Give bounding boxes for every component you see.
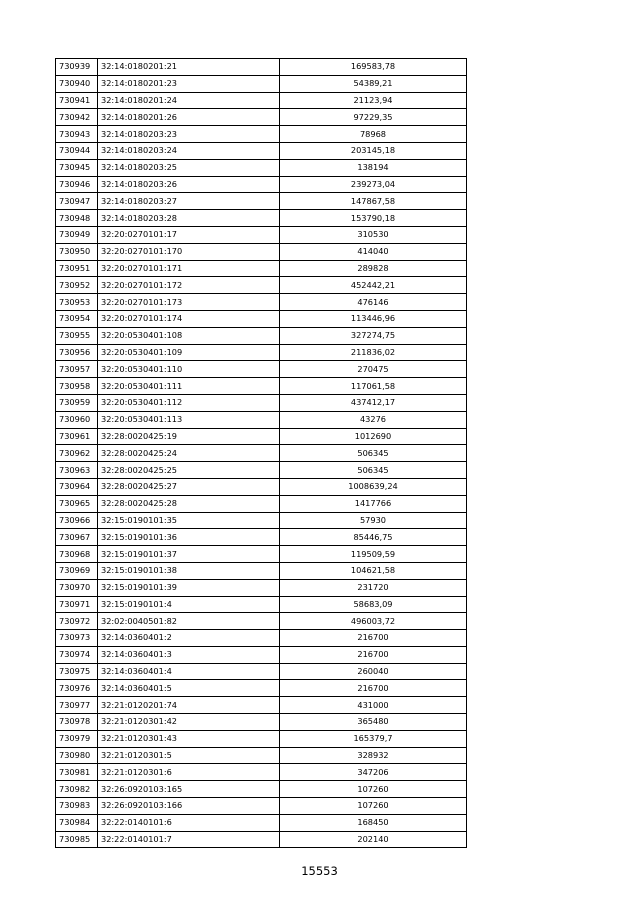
value-cell: 506345: [280, 445, 467, 462]
cadastral-number-cell: 32:20:0270101:170: [98, 243, 280, 260]
table-body: [56, 59, 467, 848]
table-row: [56, 59, 467, 76]
cadastral-number-cell: 32:20:0530401:109: [98, 344, 280, 361]
cadastral-number-cell: 32:15:0190101:38: [98, 562, 280, 579]
cadastral-number-cell: 32:15:0190101:39: [98, 579, 280, 596]
table-row: [56, 613, 467, 630]
cadastral-number-cell: 32:14:0360401:3: [98, 646, 280, 663]
value-cell: 57930: [280, 512, 467, 529]
table-row: [56, 630, 467, 647]
table-row: [56, 714, 467, 731]
row-id-cell: 730954: [56, 310, 98, 327]
value-cell: 168450: [280, 814, 467, 831]
table-row: [56, 327, 467, 344]
table-row: [56, 814, 467, 831]
row-id-cell: 730968: [56, 546, 98, 563]
value-cell: 117061,58: [280, 378, 467, 395]
cadastral-number-cell: 32:28:0020425:27: [98, 478, 280, 495]
value-cell: 147867,58: [280, 193, 467, 210]
cadastral-number-cell: 32:20:0530401:112: [98, 394, 280, 411]
value-cell: 21123,94: [280, 92, 467, 109]
value-cell: 327274,75: [280, 327, 467, 344]
value-cell: 1012690: [280, 428, 467, 445]
value-cell: 476146: [280, 294, 467, 311]
table-row: [56, 378, 467, 395]
table-row: [56, 529, 467, 546]
table-row: [56, 478, 467, 495]
cadastral-number-cell: 32:14:0180201:23: [98, 75, 280, 92]
table-row: [56, 109, 467, 126]
cadastral-number-cell: 32:22:0140101:6: [98, 814, 280, 831]
row-id-cell: 730963: [56, 462, 98, 479]
cadastral-number-cell: 32:02:0040501:82: [98, 613, 280, 630]
table-row: [56, 781, 467, 798]
row-id-cell: 730940: [56, 75, 98, 92]
value-cell: 506345: [280, 462, 467, 479]
table-row: [56, 546, 467, 563]
row-id-cell: 730953: [56, 294, 98, 311]
value-cell: 113446,96: [280, 310, 467, 327]
cadastral-number-cell: 32:21:0120201:74: [98, 697, 280, 714]
value-cell: 78968: [280, 126, 467, 143]
row-id-cell: 730949: [56, 226, 98, 243]
value-cell: 58683,09: [280, 596, 467, 613]
value-cell: 165379,7: [280, 730, 467, 747]
cadastral-number-cell: 32:20:0270101:172: [98, 277, 280, 294]
cadastral-number-cell: 32:20:0270101:173: [98, 294, 280, 311]
cadastral-number-cell: 32:28:0020425:24: [98, 445, 280, 462]
cadastral-number-cell: 32:14:0180203:24: [98, 142, 280, 159]
row-id-cell: 730977: [56, 697, 98, 714]
cadastral-number-cell: 32:20:0530401:113: [98, 411, 280, 428]
row-id-cell: 730974: [56, 646, 98, 663]
value-cell: 119509,59: [280, 546, 467, 563]
cadastral-number-cell: 32:21:0120301:6: [98, 764, 280, 781]
cadastral-number-cell: 32:15:0190101:37: [98, 546, 280, 563]
row-id-cell: 730972: [56, 613, 98, 630]
cadastral-number-cell: 32:14:0360401:5: [98, 680, 280, 697]
value-cell: 365480: [280, 714, 467, 731]
table-row: [56, 831, 467, 848]
table-row: [56, 210, 467, 227]
table-row: [56, 562, 467, 579]
value-cell: 437412,17: [280, 394, 467, 411]
row-id-cell: 730959: [56, 394, 98, 411]
table-row: [56, 260, 467, 277]
value-cell: 107260: [280, 781, 467, 798]
row-id-cell: 730962: [56, 445, 98, 462]
table-row: [56, 646, 467, 663]
row-id-cell: 730970: [56, 579, 98, 596]
table-row: [56, 193, 467, 210]
row-id-cell: 730939: [56, 59, 98, 76]
row-id-cell: 730951: [56, 260, 98, 277]
row-id-cell: 730956: [56, 344, 98, 361]
table-row: [56, 680, 467, 697]
value-cell: 107260: [280, 798, 467, 815]
cadastral-number-cell: 32:26:0920103:165: [98, 781, 280, 798]
table-row: [56, 747, 467, 764]
table-row: [56, 596, 467, 613]
cadastral-number-cell: 32:26:0920103:166: [98, 798, 280, 815]
cadastral-number-cell: 32:14:0360401:2: [98, 630, 280, 647]
value-cell: 328932: [280, 747, 467, 764]
row-id-cell: 730985: [56, 831, 98, 848]
row-id-cell: 730961: [56, 428, 98, 445]
row-id-cell: 730941: [56, 92, 98, 109]
value-cell: 310530: [280, 226, 467, 243]
table-row: [56, 411, 467, 428]
table-row: [56, 142, 467, 159]
value-cell: 431000: [280, 697, 467, 714]
cadastral-number-cell: 32:14:0180203:25: [98, 159, 280, 176]
value-cell: 216700: [280, 646, 467, 663]
row-id-cell: 730979: [56, 730, 98, 747]
value-cell: 138194: [280, 159, 467, 176]
row-id-cell: 730965: [56, 495, 98, 512]
value-cell: 169583,78: [280, 59, 467, 76]
table-row: [56, 730, 467, 747]
row-id-cell: 730982: [56, 781, 98, 798]
value-cell: 496003,72: [280, 613, 467, 630]
value-cell: 452442,21: [280, 277, 467, 294]
row-id-cell: 730942: [56, 109, 98, 126]
cadastral-number-cell: 32:14:0180203:28: [98, 210, 280, 227]
table-row: [56, 495, 467, 512]
table-row: [56, 798, 467, 815]
row-id-cell: 730984: [56, 814, 98, 831]
table-row: [56, 126, 467, 143]
value-cell: 270475: [280, 361, 467, 378]
cadastral-number-cell: 32:15:0190101:4: [98, 596, 280, 613]
row-id-cell: 730960: [56, 411, 98, 428]
value-cell: 97229,35: [280, 109, 467, 126]
cadastral-number-cell: 32:14:0180203:26: [98, 176, 280, 193]
row-id-cell: 730946: [56, 176, 98, 193]
cadastral-number-cell: 32:21:0120301:42: [98, 714, 280, 731]
cadastral-number-cell: 32:28:0020425:25: [98, 462, 280, 479]
row-id-cell: 730964: [56, 478, 98, 495]
cadastral-number-cell: 32:22:0140101:7: [98, 831, 280, 848]
table-row: [56, 344, 467, 361]
row-id-cell: 730952: [56, 277, 98, 294]
row-id-cell: 730971: [56, 596, 98, 613]
row-id-cell: 730978: [56, 714, 98, 731]
table-row: [56, 159, 467, 176]
row-id-cell: 730966: [56, 512, 98, 529]
row-id-cell: 730967: [56, 529, 98, 546]
page-number: 15553: [301, 864, 338, 878]
value-cell: 1417766: [280, 495, 467, 512]
value-cell: 43276: [280, 411, 467, 428]
value-cell: 104621,58: [280, 562, 467, 579]
cadastral-number-cell: 32:15:0190101:35: [98, 512, 280, 529]
row-id-cell: 730976: [56, 680, 98, 697]
table-row: [56, 226, 467, 243]
row-id-cell: 730945: [56, 159, 98, 176]
table-row: [56, 428, 467, 445]
cadastral-number-cell: 32:20:0270101:171: [98, 260, 280, 277]
table-row: [56, 764, 467, 781]
cadastral-value-table: [55, 58, 467, 848]
value-cell: 231720: [280, 579, 467, 596]
cadastral-number-cell: 32:14:0180201:21: [98, 59, 280, 76]
cadastral-number-cell: 32:28:0020425:19: [98, 428, 280, 445]
row-id-cell: 730948: [56, 210, 98, 227]
cadastral-number-cell: 32:20:0530401:111: [98, 378, 280, 395]
table-row: [56, 92, 467, 109]
cadastral-number-cell: 32:20:0530401:110: [98, 361, 280, 378]
row-id-cell: 730947: [56, 193, 98, 210]
table-row: [56, 697, 467, 714]
table-row: [56, 310, 467, 327]
table-row: [56, 663, 467, 680]
table-row: [56, 294, 467, 311]
cadastral-number-cell: 32:14:0180203:27: [98, 193, 280, 210]
row-id-cell: 730955: [56, 327, 98, 344]
row-id-cell: 730950: [56, 243, 98, 260]
table-row: [56, 462, 467, 479]
table-row: [56, 277, 467, 294]
value-cell: 347206: [280, 764, 467, 781]
table-row: [56, 579, 467, 596]
row-id-cell: 730944: [56, 142, 98, 159]
table-row: [56, 445, 467, 462]
cadastral-number-cell: 32:14:0180201:26: [98, 109, 280, 126]
cadastral-number-cell: 32:21:0120301:5: [98, 747, 280, 764]
row-id-cell: 730958: [56, 378, 98, 395]
cadastral-number-cell: 32:20:0270101:174: [98, 310, 280, 327]
value-cell: 239273,04: [280, 176, 467, 193]
table-row: [56, 243, 467, 260]
value-cell: 85446,75: [280, 529, 467, 546]
cadastral-number-cell: 32:20:0270101:17: [98, 226, 280, 243]
value-cell: 216700: [280, 680, 467, 697]
cadastral-number-cell: 32:21:0120301:43: [98, 730, 280, 747]
cadastral-number-cell: 32:14:0360401:4: [98, 663, 280, 680]
value-cell: 153790,18: [280, 210, 467, 227]
value-cell: 414040: [280, 243, 467, 260]
row-id-cell: 730957: [56, 361, 98, 378]
row-id-cell: 730983: [56, 798, 98, 815]
row-id-cell: 730980: [56, 747, 98, 764]
value-cell: 202140: [280, 831, 467, 848]
cadastral-number-cell: 32:15:0190101:36: [98, 529, 280, 546]
cadastral-number-cell: 32:20:0530401:108: [98, 327, 280, 344]
value-cell: 54389,21: [280, 75, 467, 92]
table-row: [56, 75, 467, 92]
table-row: [56, 394, 467, 411]
row-id-cell: 730981: [56, 764, 98, 781]
value-cell: 260040: [280, 663, 467, 680]
cadastral-number-cell: 32:14:0180203:23: [98, 126, 280, 143]
row-id-cell: 730969: [56, 562, 98, 579]
cadastral-number-cell: 32:14:0180201:24: [98, 92, 280, 109]
value-cell: 211836,02: [280, 344, 467, 361]
row-id-cell: 730975: [56, 663, 98, 680]
value-cell: 203145,18: [280, 142, 467, 159]
value-cell: 289828: [280, 260, 467, 277]
value-cell: 216700: [280, 630, 467, 647]
table-row: [56, 512, 467, 529]
value-cell: 1008639,24: [280, 478, 467, 495]
table-row: [56, 176, 467, 193]
row-id-cell: 730973: [56, 630, 98, 647]
cadastral-number-cell: 32:28:0020425:28: [98, 495, 280, 512]
table-row: [56, 361, 467, 378]
row-id-cell: 730943: [56, 126, 98, 143]
